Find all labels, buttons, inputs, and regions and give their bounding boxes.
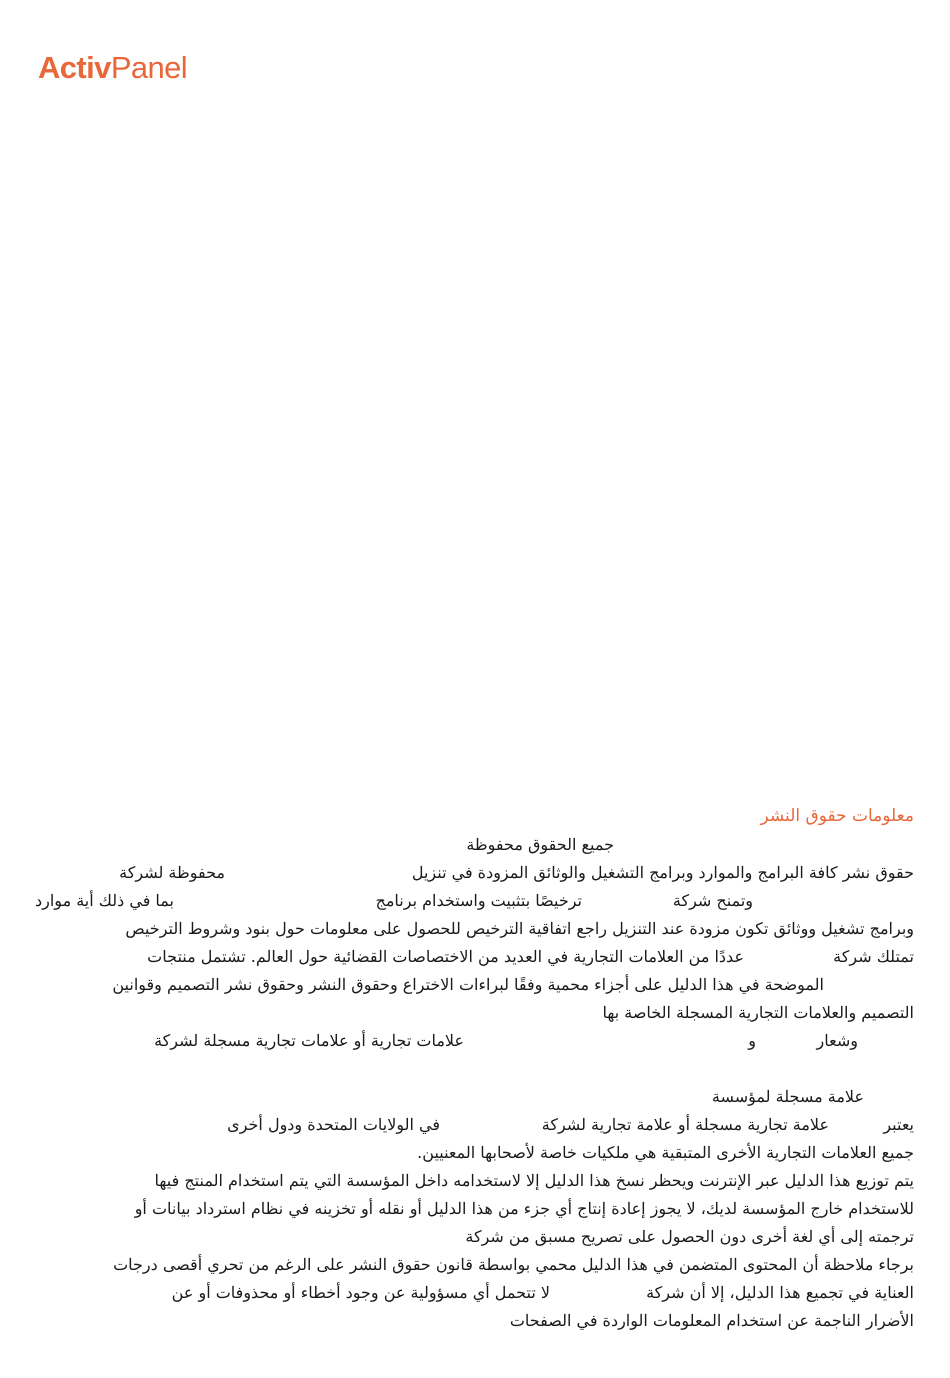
- logo-part-panel: Panel: [110, 50, 188, 85]
- copyright-line-2c: بما في ذلك أية موارد: [35, 891, 174, 910]
- trademark-line-8: الأضرار الناجمة عن استخدام المعلومات الواردة في الصفحات: [509, 1311, 914, 1330]
- trademark-line-3: يتم توزيع هذا الدليل عبر الإنترنت ويحظر نسخ هذا الدليل إلا لاستخدامه داخل المؤسسة التي يتم استخدام المنتج فيها: [154, 1171, 914, 1190]
- copyright-line-7a: وشعار: [816, 1031, 858, 1050]
- trademark-line-4: للاستخدام خارج المؤسسة لديك، لا يجوز إعادة إنتاج أي جزء من هذا الدليل أو نقله أو تخزينه في نظام استرداد بيانات أو: [134, 1199, 914, 1218]
- trademark-line-1c: في الولايات المتحدة ودول أخرى: [227, 1115, 440, 1134]
- all-rights-reserved: جميع الحقوق محفوظة: [466, 835, 614, 854]
- copyright-line-1a: حقوق نشر كافة البرامج والموارد وبرامج التشغيل والوثائق المزودة في تنزيل: [411, 863, 914, 882]
- trademark-line-1a: يعتبر: [883, 1115, 914, 1134]
- activpanel-logo: [38, 52, 187, 83]
- copyright-line-1b: محفوظة لشركة: [119, 863, 225, 882]
- copyright-line-3: وبرامج تشغيل ووثائق تكون مزودة عند التنزيل راجع اتفاقية الترخيص للحصول على معلومات حول بنود وشروط الترخيص: [125, 919, 914, 938]
- trademark-line-7b: لا تتحمل أي مسؤولية عن وجود أخطاء أو محذوفات أو عن: [171, 1283, 550, 1302]
- trademark-line-2: جميع العلامات التجارية الأخرى المتبقية هي ملكيات خاصة لأصحابها المعنيين.: [417, 1143, 914, 1162]
- trademark-line-1b: علامة تجارية مسجلة أو علامة تجارية لشركة: [541, 1115, 829, 1134]
- copyright-line-7c: علامات تجارية أو علامات تجارية مسجلة لشركة: [154, 1031, 464, 1050]
- copyright-line-7b: و: [748, 1031, 756, 1050]
- trademark-line-6: برجاء ملاحظة أن المحتوى المتضمن في هذا الدليل محمي بواسطة قانون حقوق النشر على الرغم من تحري أقصى درجات: [113, 1255, 914, 1274]
- trademark-line-5: ترجمته إلى أي لغة أخرى دون الحصول على تصريح مسبق من شركة: [465, 1227, 914, 1246]
- logo-part-activ: Activ: [38, 50, 111, 85]
- copyright-line-4b: عددًا من العلامات التجارية في العديد من الاختصاصات القضائية حول العالم. تشتمل منتجات: [147, 947, 744, 966]
- copyright-line-2b: ترخيصًا بتثبيت واستخدام برنامج: [375, 891, 582, 910]
- copyright-line-6: التصميم والعلامات التجارية المسجلة الخاصة بها: [602, 1003, 914, 1022]
- copyright-heading: معلومات حقوق النشر: [760, 806, 914, 826]
- trademark-heading: علامة مسجلة لمؤسسة: [711, 1087, 864, 1106]
- copyright-line-4a: تمتلك شركة: [833, 947, 914, 966]
- copyright-line-2a: وتمنح شركة: [672, 891, 753, 910]
- copyright-line-5: الموضحة في هذا الدليل على أجزاء محمية وفقًا لبراءات الاختراع وحقوق النشر وحقوق نشر التصميم وقوانين: [112, 975, 824, 994]
- trademark-line-7a: العناية في تجميع هذا الدليل، إلا أن شركة: [646, 1283, 914, 1302]
